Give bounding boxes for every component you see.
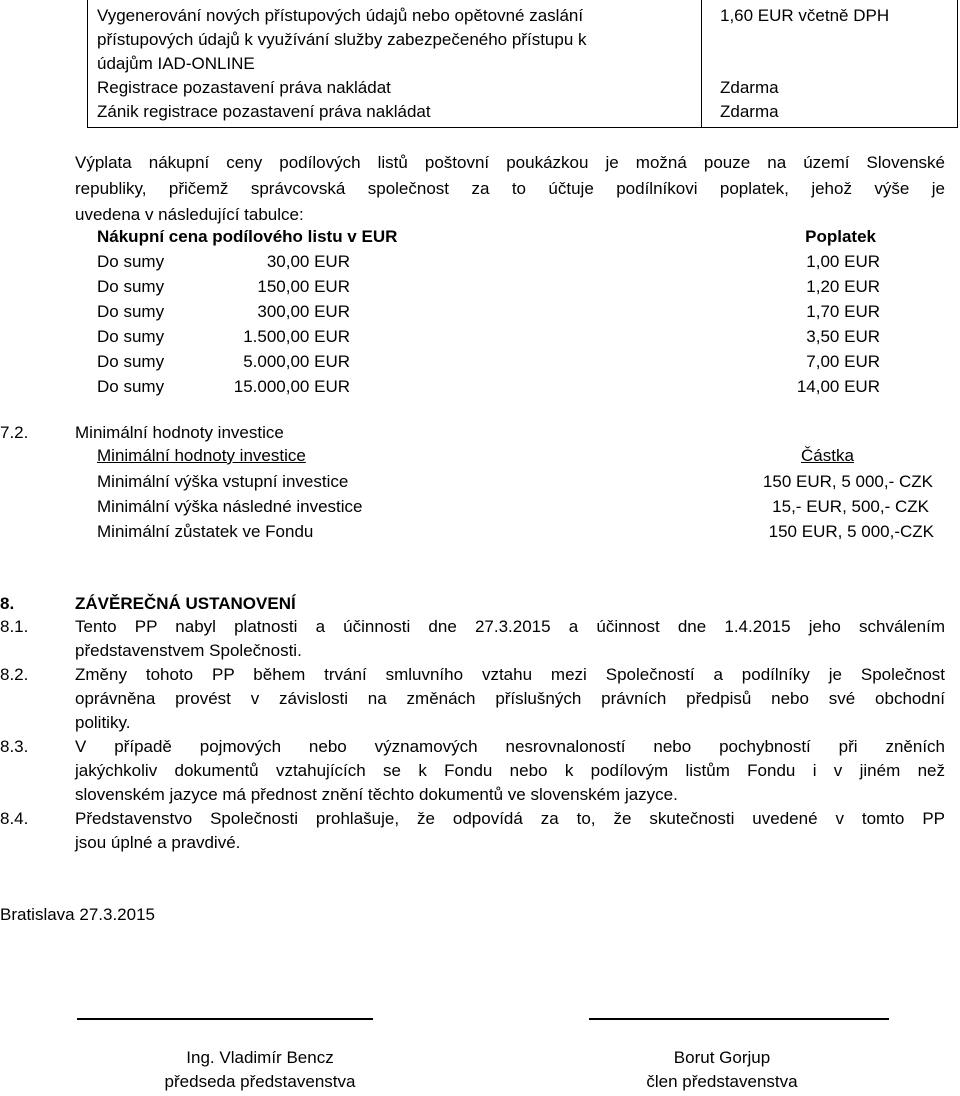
signature-line-left [77, 1018, 373, 1020]
signatory-name: Ing. Vladimír Bencz [186, 1048, 334, 1067]
signatory-role: člen představenstva [646, 1072, 798, 1091]
item-8-2-line-3: politiky. [75, 713, 131, 732]
payout-row-prefix: Do sumy [97, 277, 165, 296]
fee-table-divider [701, 0, 702, 127]
min-table-row-value: 15,- EUR, 500,- CZK [772, 497, 929, 516]
section-7-2-title: Minimální hodnoty investice [75, 423, 284, 442]
min-table-row-label: Minimální zůstatek ve Fondu [97, 522, 314, 541]
payout-row-fee: 3,50 EUR [806, 327, 880, 346]
fee-table [87, 0, 958, 128]
payout-paragraph-line-2: republiky, přičemž správcovská společnost za to účtuje podílníkovi poplatek, jehož výše je [75, 179, 945, 198]
payout-row-prefix: Do sumy [97, 252, 165, 271]
fee-label-5: Zánik registrace pozastavení práva nakládat [97, 102, 431, 121]
payout-table-header-right: Poplatek [805, 227, 876, 246]
item-8-4-line-1: Představenstvo Společnosti prohlašuje, že odpovídá za to, že skutečnosti uvedené v tomto PP [75, 809, 945, 828]
payout-row-prefix: Do sumy [97, 327, 165, 346]
signature-line-right [589, 1018, 889, 1020]
min-table-row-label: Minimální výška následné investice [97, 497, 363, 516]
fee-label-3: údajům IAD-ONLINE [97, 54, 255, 73]
signatory-name: Borut Gorjup [673, 1048, 771, 1067]
payout-row-fee: 14,00 EUR [796, 377, 880, 396]
payout-row-fee: 7,00 EUR [806, 352, 880, 371]
min-table-row-value: 150 EUR, 5 000,- CZK [762, 472, 933, 491]
item-8-2-line-2: oprávněna provést v závislosti na změnách příslušných právních předpisů nebo své obchodní [75, 689, 945, 708]
payout-row-amount: 1.500,00 EUR [243, 327, 350, 346]
item-8-1-line-1: Tento PP nabyl platnosti a účinnosti dne 27.3.2015 a účinnost dne 1.4.2015 jeho schválením [75, 617, 945, 636]
item-8-4-line-2: jsou úplné a pravdivé. [75, 833, 241, 852]
fee-label-1: Vygenerování nových přístupových údajů nebo opětovné zaslání [97, 6, 584, 25]
fee-value-1: 1,60 EUR včetně DPH [720, 6, 890, 25]
payout-row-fee: 1,20 EUR [806, 277, 880, 296]
payout-row-prefix: Do sumy [97, 302, 165, 321]
item-8-1-number: 8.1. [0, 617, 29, 636]
fee-label-2: přístupových údajů k využívání služby zabezpečeného přístupu k [97, 30, 587, 49]
fee-label-4: Registrace pozastavení práva nakládat [97, 78, 391, 97]
payout-row-amount: 5.000,00 EUR [243, 352, 350, 371]
min-table-header-left: Minimální hodnoty investice [97, 446, 306, 465]
payout-paragraph-line-3: uvedena v následující tabulce: [75, 205, 304, 224]
payout-table-header-left: Nákupní cena podílového listu v EUR [97, 227, 398, 246]
fee-value-4: Zdarma [720, 78, 779, 97]
item-8-3-number: 8.3. [0, 737, 29, 756]
fee-value-5: Zdarma [720, 102, 779, 121]
item-8-3-line-1: V případě pojmových nebo významových nesrovnaloností nebo pochybností při zněních [75, 737, 945, 756]
item-8-3-line-3: slovenském jazyce má přednost znění těchto dokumentů ve slovenském jazyce. [75, 785, 678, 804]
section-7-2-number: 7.2. [0, 423, 29, 442]
signatory-role: předseda představenstva [164, 1072, 356, 1091]
payout-row-amount: 15.000,00 EUR [233, 377, 350, 396]
item-8-4-number: 8.4. [0, 809, 29, 828]
payout-row-fee: 1,00 EUR [806, 252, 880, 271]
item-8-1-line-2: představenstvem Společnosti. [75, 641, 302, 660]
item-8-2-number: 8.2. [0, 665, 29, 684]
payout-row-prefix: Do sumy [97, 377, 165, 396]
min-table-header-right: Částka [801, 446, 854, 465]
payout-paragraph-line-1: Výplata nákupní ceny podílových listů poštovní poukázkou je možná pouze na území Slovenské [75, 153, 945, 172]
section-8-title: ZÁVĚREČNÁ USTANOVENÍ [75, 594, 296, 613]
section-8-number: 8. [0, 594, 15, 613]
min-table-row-label: Minimální výška vstupní investice [97, 472, 349, 491]
payout-row-amount: 300,00 EUR [257, 302, 350, 321]
min-table-row-value: 150 EUR, 5 000,-CZK [768, 522, 934, 541]
payout-row-amount: 30,00 EUR [266, 252, 350, 271]
payout-row-amount: 150,00 EUR [257, 277, 350, 296]
place-date: Bratislava 27.3.2015 [0, 905, 155, 924]
payout-row-prefix: Do sumy [97, 352, 165, 371]
item-8-3-line-2: jakýchkoliv dokumentů vztahujících se k Fondu nebo k podílovým listům Fondu i v jiném než [75, 761, 945, 780]
payout-row-fee: 1,70 EUR [806, 302, 880, 321]
item-8-2-line-1: Změny tohoto PP během trvání smluvního vztahu mezi Společností a podílníky je Společnost [75, 665, 945, 684]
